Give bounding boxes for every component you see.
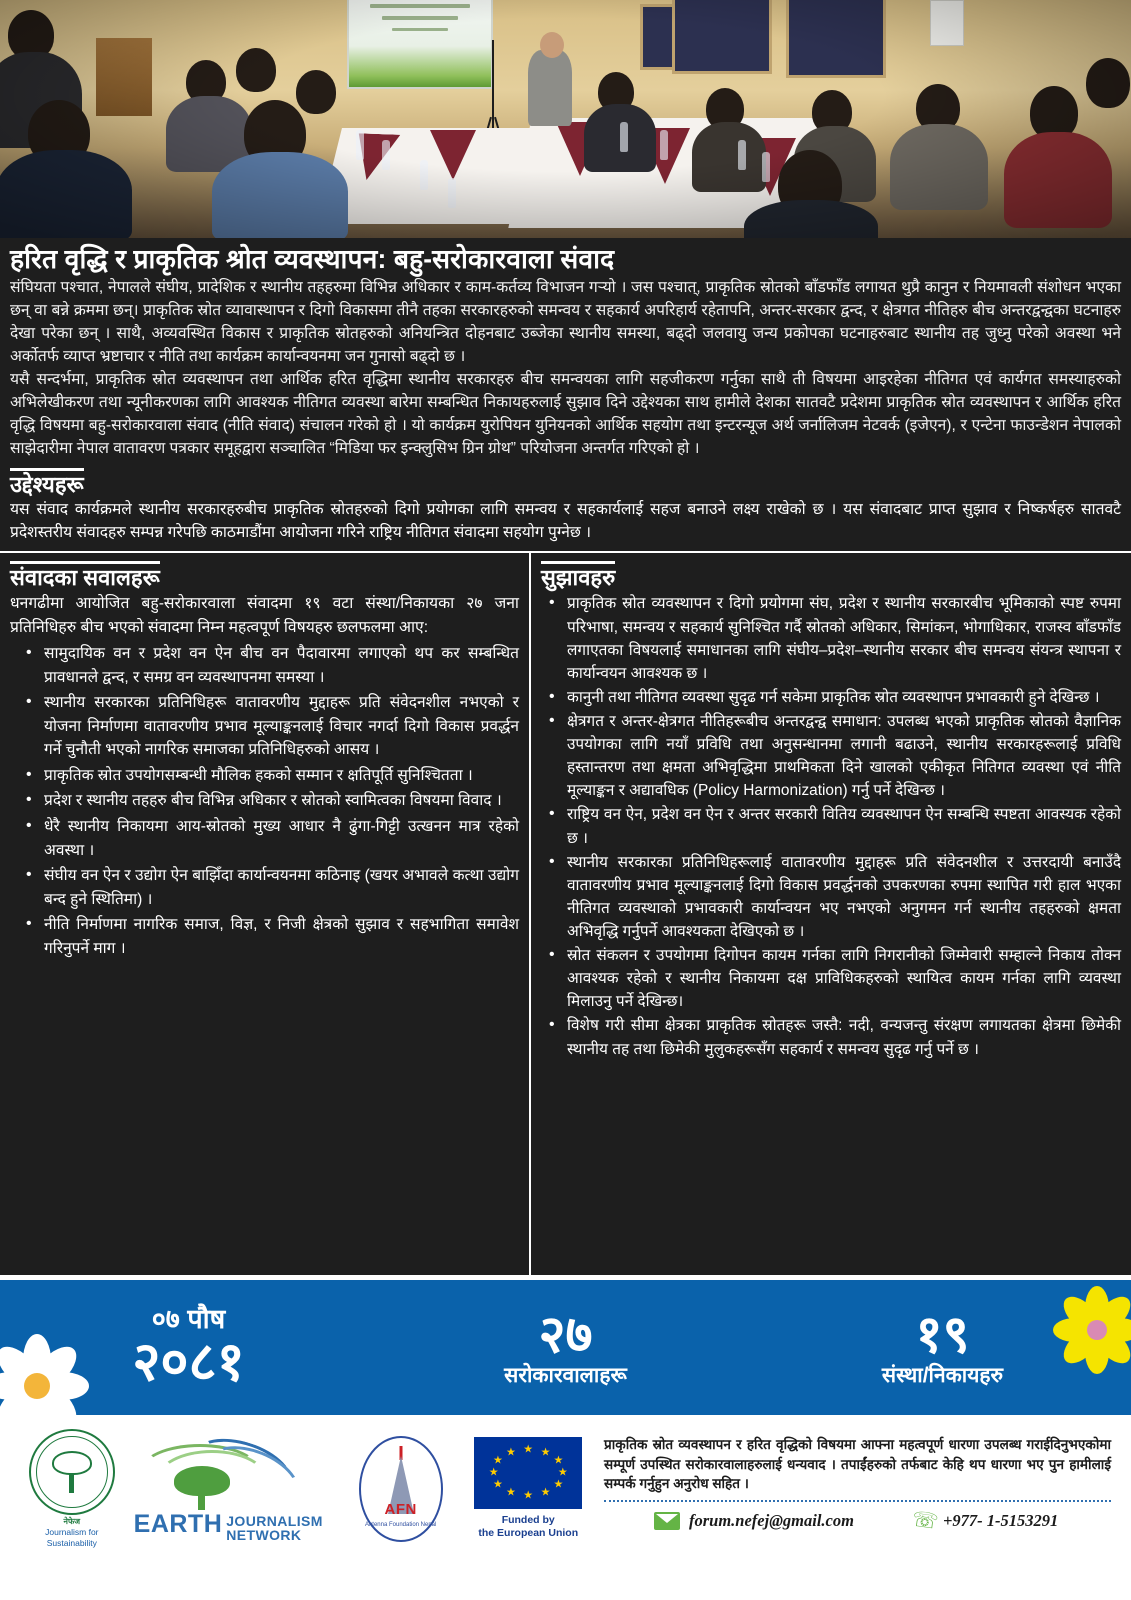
nefej-seal-icon: [29, 1429, 115, 1515]
intro-paragraph-2: यसै सन्दर्भमा, प्राकृतिक स्रोत व्यवस्थापन तथा आर्थिक हरित वृद्धिमा स्थानीय सरकारहरु बीच समन्वयका लागि सहजीकरण गर्नुका साथै ती विषयमा आइरहेका नीतिगत एवं कार्यगत समस्याहरुको अभिलेखीकरण तथा न्यूनीकरणका लागि आवश्यक नीतिगत व्यवस्था बारेमा सम्बन्धित निकायहरुलाई सुझाव दिने उद्देश्यका साथ हामीले देशका सातवटै प्रदेशमा प्राकृतिक स्रोत व्यवस्थापन र आर्थिक हरित वृद्धि विषयमा बहु-सरोकारवाला संवाद (नीति संवाद) संचालन गरेको हो । यो कार्यक्रम युरोपियन युनियनको आर्थिक सहयोग तथा इन्टरन्यूज अर्थ जर्नालिजम नेटवर्क (इजेएन), र एन्टेना फाउन्डेशन नेपालको साझेदारीमा नेपाल वातावरण पत्रकार समूहद्वारा सञ्चालित “मिडिया फर इन्क्लुसिभ ग्रिन ग्रोथ” परियोजना अन्तर्गत गरिएको हो ।: [10, 371, 1121, 457]
divider: [604, 1500, 1111, 1502]
logo-eu-line1: Funded by: [501, 1514, 555, 1526]
phone-icon: ☏: [910, 1507, 940, 1535]
logo-ejn-journalism: JOURNALISM: [226, 1512, 323, 1529]
list-item: • संघीय वन ऐन र उद्योग ऐन बाझिँदा कार्यान्वयनमा कठिनाइ (खयर अभावले कत्था उद्योग बन्द हुने स्थितिमा) ।: [10, 864, 519, 911]
suggestions-list: [541, 592, 1121, 1060]
list-item: • प्राकृतिक स्रोत व्यवस्थापन र दिगो प्रयोगमा संघ, प्रदेश र स्थानीय सरकारबीच भूमिकाको स्पष्ट रुपमा परिभाषा, समन्वय र सहकार्य सुनिश्चित गर्दै स्रोतको अधिकार, सिमांकन, भोगाधिकार, राजस्व बाँडफाँड लगाएतका विषयलाई समाधानका लागि संघीय–प्रदेश–स्थानीय सरकार बीच समन्वय संयन्त्र स्थापना र कार्यान्वयन आवश्यक छ ।: [541, 592, 1121, 684]
logo-nefej-tagline: Journalism for Sustainability: [45, 1527, 99, 1548]
afn-tower-icon: [359, 1436, 443, 1542]
stat-date-year: २०८१: [132, 1331, 245, 1392]
logo-afn-full-name: Antenna Foundation Nepal: [364, 1521, 437, 1528]
stat-date: [0, 1305, 377, 1390]
stat-participants: [377, 1306, 754, 1387]
ejn-arcs-icon: [134, 1440, 333, 1514]
list-item: • क्षेत्रगत र अन्तर-क्षेत्रगत नीतिहरूबीच अन्तरद्वन्द्व समाधान: उपलब्ध भएको प्राकृतिक स्रोतको वैज्ञानिक उपयोगका लागि नयाँ प्रविधि तथा अनुसन्धानमा लगानी बढाउने, स्थानीय सरकारहरूलाई प्रविधि हस्तान्तरण तथा क्षमता अभिवृद्धिमा प्राथमिकता दिने खालको एकीकृत नितिगत व्यवस्था एवं नीति मूल्याङ्कन र अद्यावधिक (Policy Harmonization) गर्नु पर्ने देखिन्छ ।: [541, 710, 1121, 802]
stat-organizations: [754, 1306, 1131, 1387]
issues-lead-text: धनगढीमा आयोजित बहु-सरोकारवाला संवादमा १९ वटा संस्था/निकायका २७ जना प्रतिनिधिहरु बीच भएको संवादमा निम्न महत्वपूर्ण विषयहरु छलफलमा आए:: [10, 595, 519, 637]
logo-antenna-foundation-nepal: [347, 1436, 455, 1542]
contact-email[interactable]: [654, 1511, 854, 1531]
footer: [0, 1415, 1131, 1600]
stats-banner: [0, 1275, 1131, 1415]
logo-european-union: [468, 1437, 588, 1540]
list-item: • सामुदायिक वन र प्रदेश वन ऐन बीच वन पैदावारमा लगाएको थप कर सम्बन्धित प्रावधानले द्वन्द, र समग्र वन व्यवस्थापनमा समस्या ।: [10, 642, 519, 689]
suggestions-heading: सुझावहरु: [541, 561, 615, 591]
list-item: • विशेष गरी सीमा क्षेत्रका प्राकृतिक स्रोतहरू जस्तै: नदी, वन्यजन्तु संरक्षण लगायतका क्षेत्रमा छिमेकी स्थानीय तह तथा छिमेकी मुलुकहरूसँग सहकार्य र समन्वय सुदृढ गर्नु पर्ने छ ।: [541, 1014, 1121, 1060]
objectives-text: यस संवाद कार्यक्रमले स्थानीय सरकारहरुबीच प्राकृतिक स्रोतहरुको दिगो प्रयोगका लागि समन्वय र सहकार्यलाई सहज बनाउने लक्ष्य राखेको छ । यस संवादबाट प्राप्त सुझाव र निष्कर्षहरु सातवटै प्रदेशस्तरीय संवादहरु सम्पन्न गरेपछि काठमाडौंमा आयोजना गरिने राष्ट्रिय नीतिगत संवादमा सहयोग पुग्नेछ ।: [10, 501, 1121, 541]
stat-organizations-label: संस्था/निकायहरु: [881, 1363, 1004, 1387]
contact-email-text[interactable]: forum.nefej@gmail.com: [689, 1511, 854, 1531]
two-column-section: [0, 551, 1131, 1276]
list-item: • प्राकृतिक स्रोत उपयोगसम्बन्धी मौलिक हकको सम्मान र क्षतिपूर्ति सुनिश्चितता ।: [10, 764, 519, 788]
logo-ejn-network: NETWORK: [226, 1526, 302, 1543]
logo-nefej-caption: [24, 1517, 120, 1548]
event-photo-banner: [0, 0, 1131, 238]
list-item: • स्थानीय सरकारका प्रतिनिधिहरूलाई वातावरणीय मुद्दाहरू प्रति संवेदनशील र उत्तरदायी बनाउँदै वातावरणीय प्रभाव मूल्याङ्कनलाई दिगो विकास प्रवर्द्धनको उपकरणका रुपमा स्थापित गरी हाल भएका नीतिगत व्यवस्थाको प्रभावकारी कार्यान्वयन भए नभएको अनुगमन गर्न स्थानीय तहहरुको क्षमता अभिवृद्धि गर्नुपर्ने आवश्यकता देखिएको छ ।: [541, 851, 1121, 943]
intro-paragraph-1: संघियता पश्चात, नेपालले संघीय, प्रादेशिक र स्थानीय तहहरुमा विभिन्न अधिकार र काम-कर्तव्य विभाजन गर्‍यो । जस पश्चात्, प्राकृतिक स्रोतको बाँडफाँड लगायत थुप्रै कानुन र नियमावली संशोधन भएका छन् वा बन्ने क्रममा छन्। प्राकृतिक स्रोत व्यावास्थापन र दिगो विकासमा तीनै तहका सरकारहरुको समन्वय र सहकार्य अपरिहार्य रहेतापनि, अन्तर-सरकार द्वन्द, र क्षेत्रगत नीतिहरु बीच अन्तरद्वन्द्वका घटनाहरु देखा परेका छन् । साथै, अव्यवस्थित विकास र प्राकृतिक स्रोतहरुको अनियन्त्रित दोहनबाट उब्जेका स्थानीय समस्या, बढ्दो जलवायु जन्य प्रकोपका घटनाहरुबाट स्थानीय तह जुध्नु परेको अवस्था भने अर्कोतर्फ व्याप्त भ्रष्टाचार र नीति तथा कार्यक्रम कार्यान्वयनमा जन गुनासो बढ्दो छ ।: [10, 279, 1121, 365]
logo-nefej: [24, 1429, 120, 1548]
contact-block: [588, 1423, 1123, 1535]
issues-heading: संवादका सवालहरू: [10, 561, 160, 591]
stat-participants-label: सरोकारवालाहरू: [504, 1363, 627, 1387]
logo-ejn-wordmark: [133, 1509, 333, 1543]
logo-eu-caption: [468, 1514, 588, 1540]
contact-row: [604, 1507, 1111, 1535]
issues-column: [0, 553, 531, 1276]
contact-phone-text[interactable]: +977- 1-5153291: [942, 1511, 1059, 1531]
stat-organizations-value: १९: [915, 1306, 970, 1365]
eu-flag-icon: ★ ★ ★ ★ ★ ★ ★ ★ ★ ★ ★ ★: [474, 1437, 582, 1509]
issues-list: [10, 642, 519, 960]
list-item: • स्रोत संकलन र उपयोगमा दिगोपन कायम गर्नका लागि निगरानीको जिम्मेवारी सम्हाल्ने निकाय तोक्न आवश्यक रहेको र स्थानीय निकायमा दक्ष प्राविधिकहरुको स्थायित्व कायम गर्नका लागि व्यवस्था मिलाउनु पर्ने देखिन्छ।: [541, 944, 1121, 1013]
stat-date-day: ०७ पौष: [151, 1304, 226, 1335]
tree-icon: [174, 1466, 230, 1508]
list-item: • नीति निर्माणमा नागरिक समाज, विज्ञ, र निजी क्षेत्रको सुझाव र सहभागिता समावेश गरिनुपर्ने माग ।: [10, 913, 519, 960]
contact-phone[interactable]: [910, 1507, 1059, 1535]
photo-vignette: [0, 0, 1131, 238]
mail-icon: [654, 1512, 680, 1530]
list-item: • राष्ट्रिय वन ऐन, प्रदेश वन ऐन र अन्तर सरकारी वितिय व्यवस्थापन ऐन सम्बन्धि स्पष्टता आवस्यक रहेको छ ।: [541, 803, 1121, 849]
suggestions-column: [531, 553, 1131, 1276]
poster-body: [0, 238, 1131, 1275]
list-item: • कानुनी तथा नीतिगत व्यवस्था सुदृढ गर्न सकेमा प्राकृतिक स्रोत व्यवस्थापन प्रभावकारी हुने देखिन्छ ।: [541, 686, 1121, 709]
list-item: • प्रदेश र स्थानीय तहहरु बीच विभिन्न अधिकार र स्रोतको स्वामित्वका विषयमा विवाद ।: [10, 789, 519, 813]
logo-eu-line2: the European Union: [478, 1527, 579, 1540]
intro-block: [0, 238, 1131, 551]
list-item: • स्थानीय सरकारका प्रतिनिधिहरू वातावरणीय मुद्दाहरू प्रति संवेदनशील नभएको र योजना निर्माणमा वातावरणीय प्रभाव मूल्याङ्कनलाई विचार नगर्दा दिगो विकास प्रवर्द्धन गर्ने चुनौती भएको नागरिक समाजका प्रतिनिधिहरुको आसय ।: [10, 691, 519, 762]
page-title: हरित वृद्धि र प्राकृतिक श्रोत व्यवस्थापन: बहु-सरोकारवाला संवाद: [10, 244, 615, 274]
objectives-heading: उद्देश्यहरू: [10, 468, 84, 498]
logo-nefej-nepali: नेफेज: [63, 1517, 81, 1526]
logo-afn-acronym: AFN: [384, 1500, 417, 1518]
logo-ejn-earth: EARTH: [133, 1509, 223, 1538]
logo-earth-journalism-network: [134, 1436, 333, 1542]
tree-icon: [51, 1449, 93, 1495]
thanks-message: प्राकृतिक स्रोत व्यवस्थापन र हरित वृद्धिको विषयमा आफ्ना महत्वपूर्ण धारणा उपलब्ध गराईदिनुभएकोमा सम्पूर्ण उपस्थित सरोकारवालाहरुलाई धन्यवाद । तपाईंहरुको तर्फबाट केहि थप धारणा भए पुन हामीलाई सम्पर्क गर्नुहुन अनुरोध सहित ।: [604, 1437, 1111, 1492]
stat-participants-value: २७: [538, 1306, 593, 1365]
list-item: • धेरै स्थानीय निकायमा आय-स्रोतको मुख्य आधार नै ढुंगा-गिट्टी उत्खनन मात्र रहेको अवस्था ।: [10, 815, 519, 862]
partner-logos: [8, 1423, 588, 1548]
